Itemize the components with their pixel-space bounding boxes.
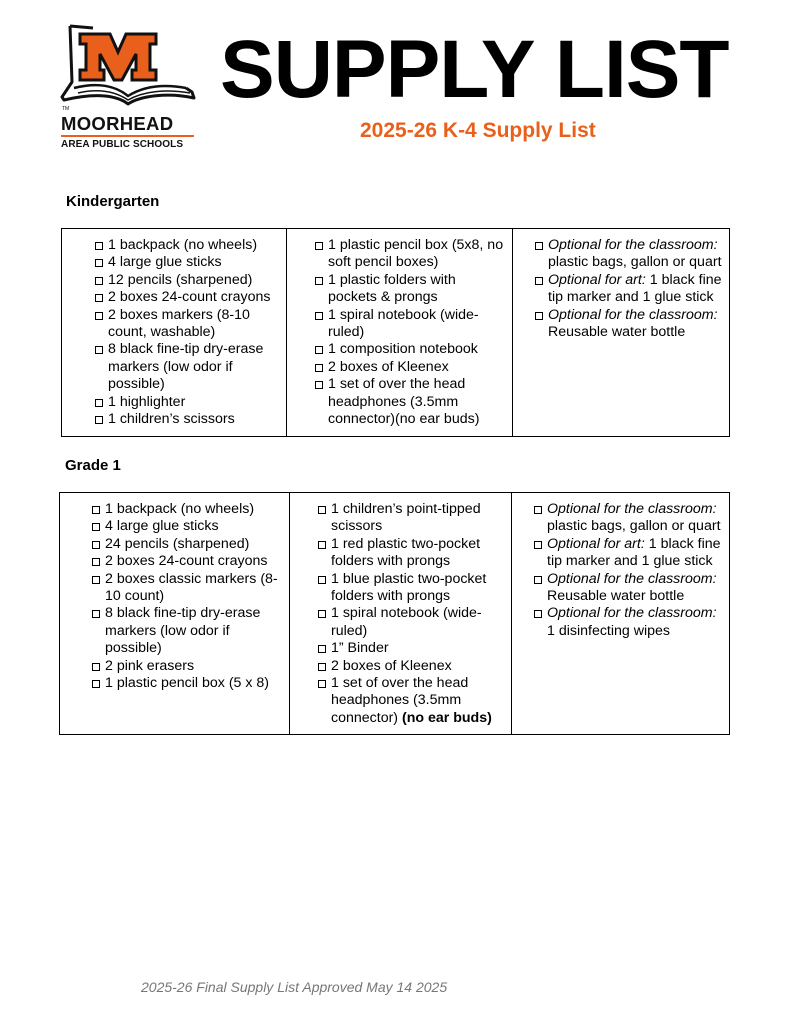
checkbox-icon — [535, 277, 543, 285]
checkbox-icon — [534, 541, 542, 549]
supply-item-text: 1” Binder — [331, 640, 389, 657]
kindergarten-supply-table — [61, 228, 730, 437]
supply-item — [105, 536, 283, 553]
supply-item — [328, 272, 506, 307]
supply-item — [548, 307, 723, 342]
supply-item-text: 2 boxes of Kleenex — [331, 657, 452, 674]
open-book-logo-icon — [58, 22, 200, 112]
supply-item-text: 1 plastic pencil box (5x8, no soft pencil boxes) — [328, 237, 504, 271]
supply-item — [108, 307, 280, 342]
supply-item-text: 1 black fine tip marker and 1 glue stick — [548, 271, 722, 306]
supply-item — [105, 658, 283, 675]
checkbox-icon — [92, 558, 100, 566]
checkbox-icon — [318, 663, 326, 671]
supply-item — [331, 675, 505, 727]
supply-item — [105, 571, 283, 606]
checkbox-icon — [95, 242, 103, 250]
supply-item — [328, 341, 506, 358]
kindergarten-col-3 — [513, 229, 730, 437]
supply-item-text: 1 black fine tip marker and 1 glue stick — [547, 535, 721, 570]
supply-item — [108, 411, 280, 428]
checkbox-icon — [318, 610, 326, 618]
checkbox-icon — [92, 663, 100, 671]
supply-item — [108, 254, 280, 271]
supply-item — [108, 272, 280, 289]
optional-label: Optional for the classroom: — [547, 605, 717, 622]
checkbox-icon — [95, 294, 103, 302]
supply-item-text: 1 children’s point-tipped scissors — [331, 501, 481, 535]
supply-item — [331, 658, 505, 675]
supply-item-text: 2 boxes classic markers (8-10 count) — [105, 570, 278, 605]
supply-item — [331, 640, 505, 657]
supply-item — [331, 571, 505, 606]
checkbox-icon — [95, 259, 103, 267]
checkbox-icon — [92, 610, 100, 618]
checkbox-icon — [315, 277, 323, 285]
supply-item-text: 1 set of over the head headphones (3.5mm connector)(no ear buds) — [328, 376, 480, 428]
supply-item-text: 12 pencils (sharpened) — [108, 271, 253, 288]
checkbox-icon — [315, 312, 323, 320]
supply-item-text: 4 large glue sticks — [108, 254, 222, 271]
supply-item — [108, 341, 280, 393]
supply-item-text: 1 children’s scissors — [108, 411, 235, 428]
checkbox-icon — [95, 399, 103, 407]
checkbox-icon — [95, 277, 103, 285]
checkbox-icon — [318, 645, 326, 653]
kindergarten-heading: Kindergarten — [66, 193, 160, 210]
supply-item — [328, 307, 506, 342]
logo-wordmark: MOORHEAD — [61, 113, 174, 134]
supply-item — [108, 289, 280, 306]
grade1-heading: Grade 1 — [65, 457, 121, 474]
supply-item-text: 1 spiral notebook (wide-ruled) — [328, 306, 479, 341]
checkbox-icon — [92, 523, 100, 531]
supply-item-text: plastic bags, gallon or quart — [548, 254, 722, 271]
supply-item — [547, 536, 723, 571]
checkbox-icon — [92, 541, 100, 549]
kindergarten-col-2 — [287, 229, 513, 437]
supply-item-text: plastic bags, gallon or quart — [547, 518, 721, 535]
supply-item — [548, 272, 723, 307]
supply-item-text: 1 blue plastic two-pocket folders with prongs — [331, 570, 487, 605]
checkbox-icon — [318, 506, 326, 514]
supply-item-text: 2 boxes of Kleenex — [328, 358, 449, 375]
supply-item — [328, 359, 506, 376]
optional-label: Optional for the classroom: — [548, 237, 718, 253]
grade1-supply-table — [59, 492, 730, 735]
supply-item — [108, 394, 280, 411]
checkbox-icon — [534, 506, 542, 514]
checkbox-icon — [95, 416, 103, 424]
grade1-col-1 — [60, 493, 290, 735]
supply-item-text: 8 black fine-tip dry-erase markers (low odor if possible) — [105, 605, 261, 657]
supply-item-text: Reusable water bottle — [548, 324, 686, 341]
checkbox-icon — [534, 576, 542, 584]
supply-item — [331, 501, 505, 536]
supply-item — [105, 675, 283, 692]
supply-item — [105, 605, 283, 657]
district-logo — [58, 22, 200, 154]
supply-item-text: 2 boxes 24-count crayons — [108, 289, 271, 306]
supply-item — [547, 501, 723, 536]
optional-label: Optional for art: — [548, 271, 646, 288]
page-subtitle: 2025-26 K-4 Supply List — [360, 119, 596, 142]
optional-label: Optional for art: — [547, 535, 645, 552]
supply-item-text: 2 boxes markers (8-10 count, washable) — [108, 306, 250, 341]
checkbox-icon — [95, 312, 103, 320]
supply-item-text: 1 red plastic two-pocket folders with prongs — [331, 535, 481, 570]
supply-item-text: 1 backpack (no wheels) — [108, 237, 258, 253]
grade1-col-2 — [290, 493, 512, 735]
supply-item-text: 8 black fine-tip dry-erase markers (low odor if possible) — [108, 341, 264, 393]
supply-item-text: 1 highlighter — [108, 393, 186, 410]
logo-subtitle: AREA PUBLIC SCHOOLS — [61, 139, 184, 150]
optional-label: Optional for the classroom: — [548, 306, 718, 323]
checkbox-icon — [92, 680, 100, 688]
svg-text:TM: TM — [62, 106, 70, 112]
supply-item — [105, 553, 283, 570]
checkbox-icon — [534, 610, 542, 618]
checkbox-icon — [535, 312, 543, 320]
checkbox-icon — [535, 242, 543, 250]
supply-item — [331, 605, 505, 640]
checkbox-icon — [318, 680, 326, 688]
supply-item-text: 2 boxes 24-count crayons — [105, 553, 268, 570]
supply-item-text: 1 backpack (no wheels) — [105, 501, 255, 517]
supply-item-text: 24 pencils (sharpened) — [105, 535, 250, 552]
supply-item-text: 1 plastic pencil box (5 x 8) — [105, 675, 270, 692]
supply-item-text: Reusable water bottle — [547, 588, 685, 605]
logo-divider — [61, 135, 194, 137]
supply-item — [547, 605, 723, 640]
kindergarten-col-1 — [62, 229, 287, 437]
checkbox-icon — [315, 364, 323, 372]
checkbox-icon — [315, 381, 323, 389]
supply-item-emphasis: (no ear buds) — [401, 709, 492, 726]
approval-footer: 2025-26 Final Supply List Approved May 14 2025 — [141, 979, 448, 995]
supply-item — [328, 376, 506, 428]
checkbox-icon — [318, 541, 326, 549]
checkbox-icon — [95, 346, 103, 354]
supply-item-text: 1 composition notebook — [328, 341, 478, 358]
supply-item — [331, 536, 505, 571]
checkbox-icon — [92, 506, 100, 514]
supply-item-text: 2 pink erasers — [105, 657, 195, 674]
checkbox-icon — [315, 346, 323, 354]
supply-item — [328, 237, 506, 272]
optional-label: Optional for the classroom: — [547, 501, 717, 517]
supply-item — [547, 571, 723, 606]
supply-item — [108, 237, 280, 254]
checkbox-icon — [315, 242, 323, 250]
supply-item-text: 1 disinfecting wipes — [547, 622, 671, 639]
page-title: SUPPLY LIST — [220, 24, 729, 115]
optional-label: Optional for the classroom: — [547, 570, 717, 587]
supply-item — [105, 501, 283, 518]
supply-item-text: 1 spiral notebook (wide-ruled) — [331, 605, 482, 639]
supply-item-text: 1 plastic folders with pockets & prongs — [328, 271, 456, 306]
supply-item — [105, 518, 283, 535]
supply-item — [548, 237, 723, 272]
supply-item-text: 1 set of over the head headphones (3.5mm connector) — [331, 675, 469, 726]
checkbox-icon — [92, 576, 100, 584]
supply-item-text: 4 large glue sticks — [105, 518, 219, 535]
checkbox-icon — [318, 576, 326, 584]
grade1-col-3 — [512, 493, 730, 735]
